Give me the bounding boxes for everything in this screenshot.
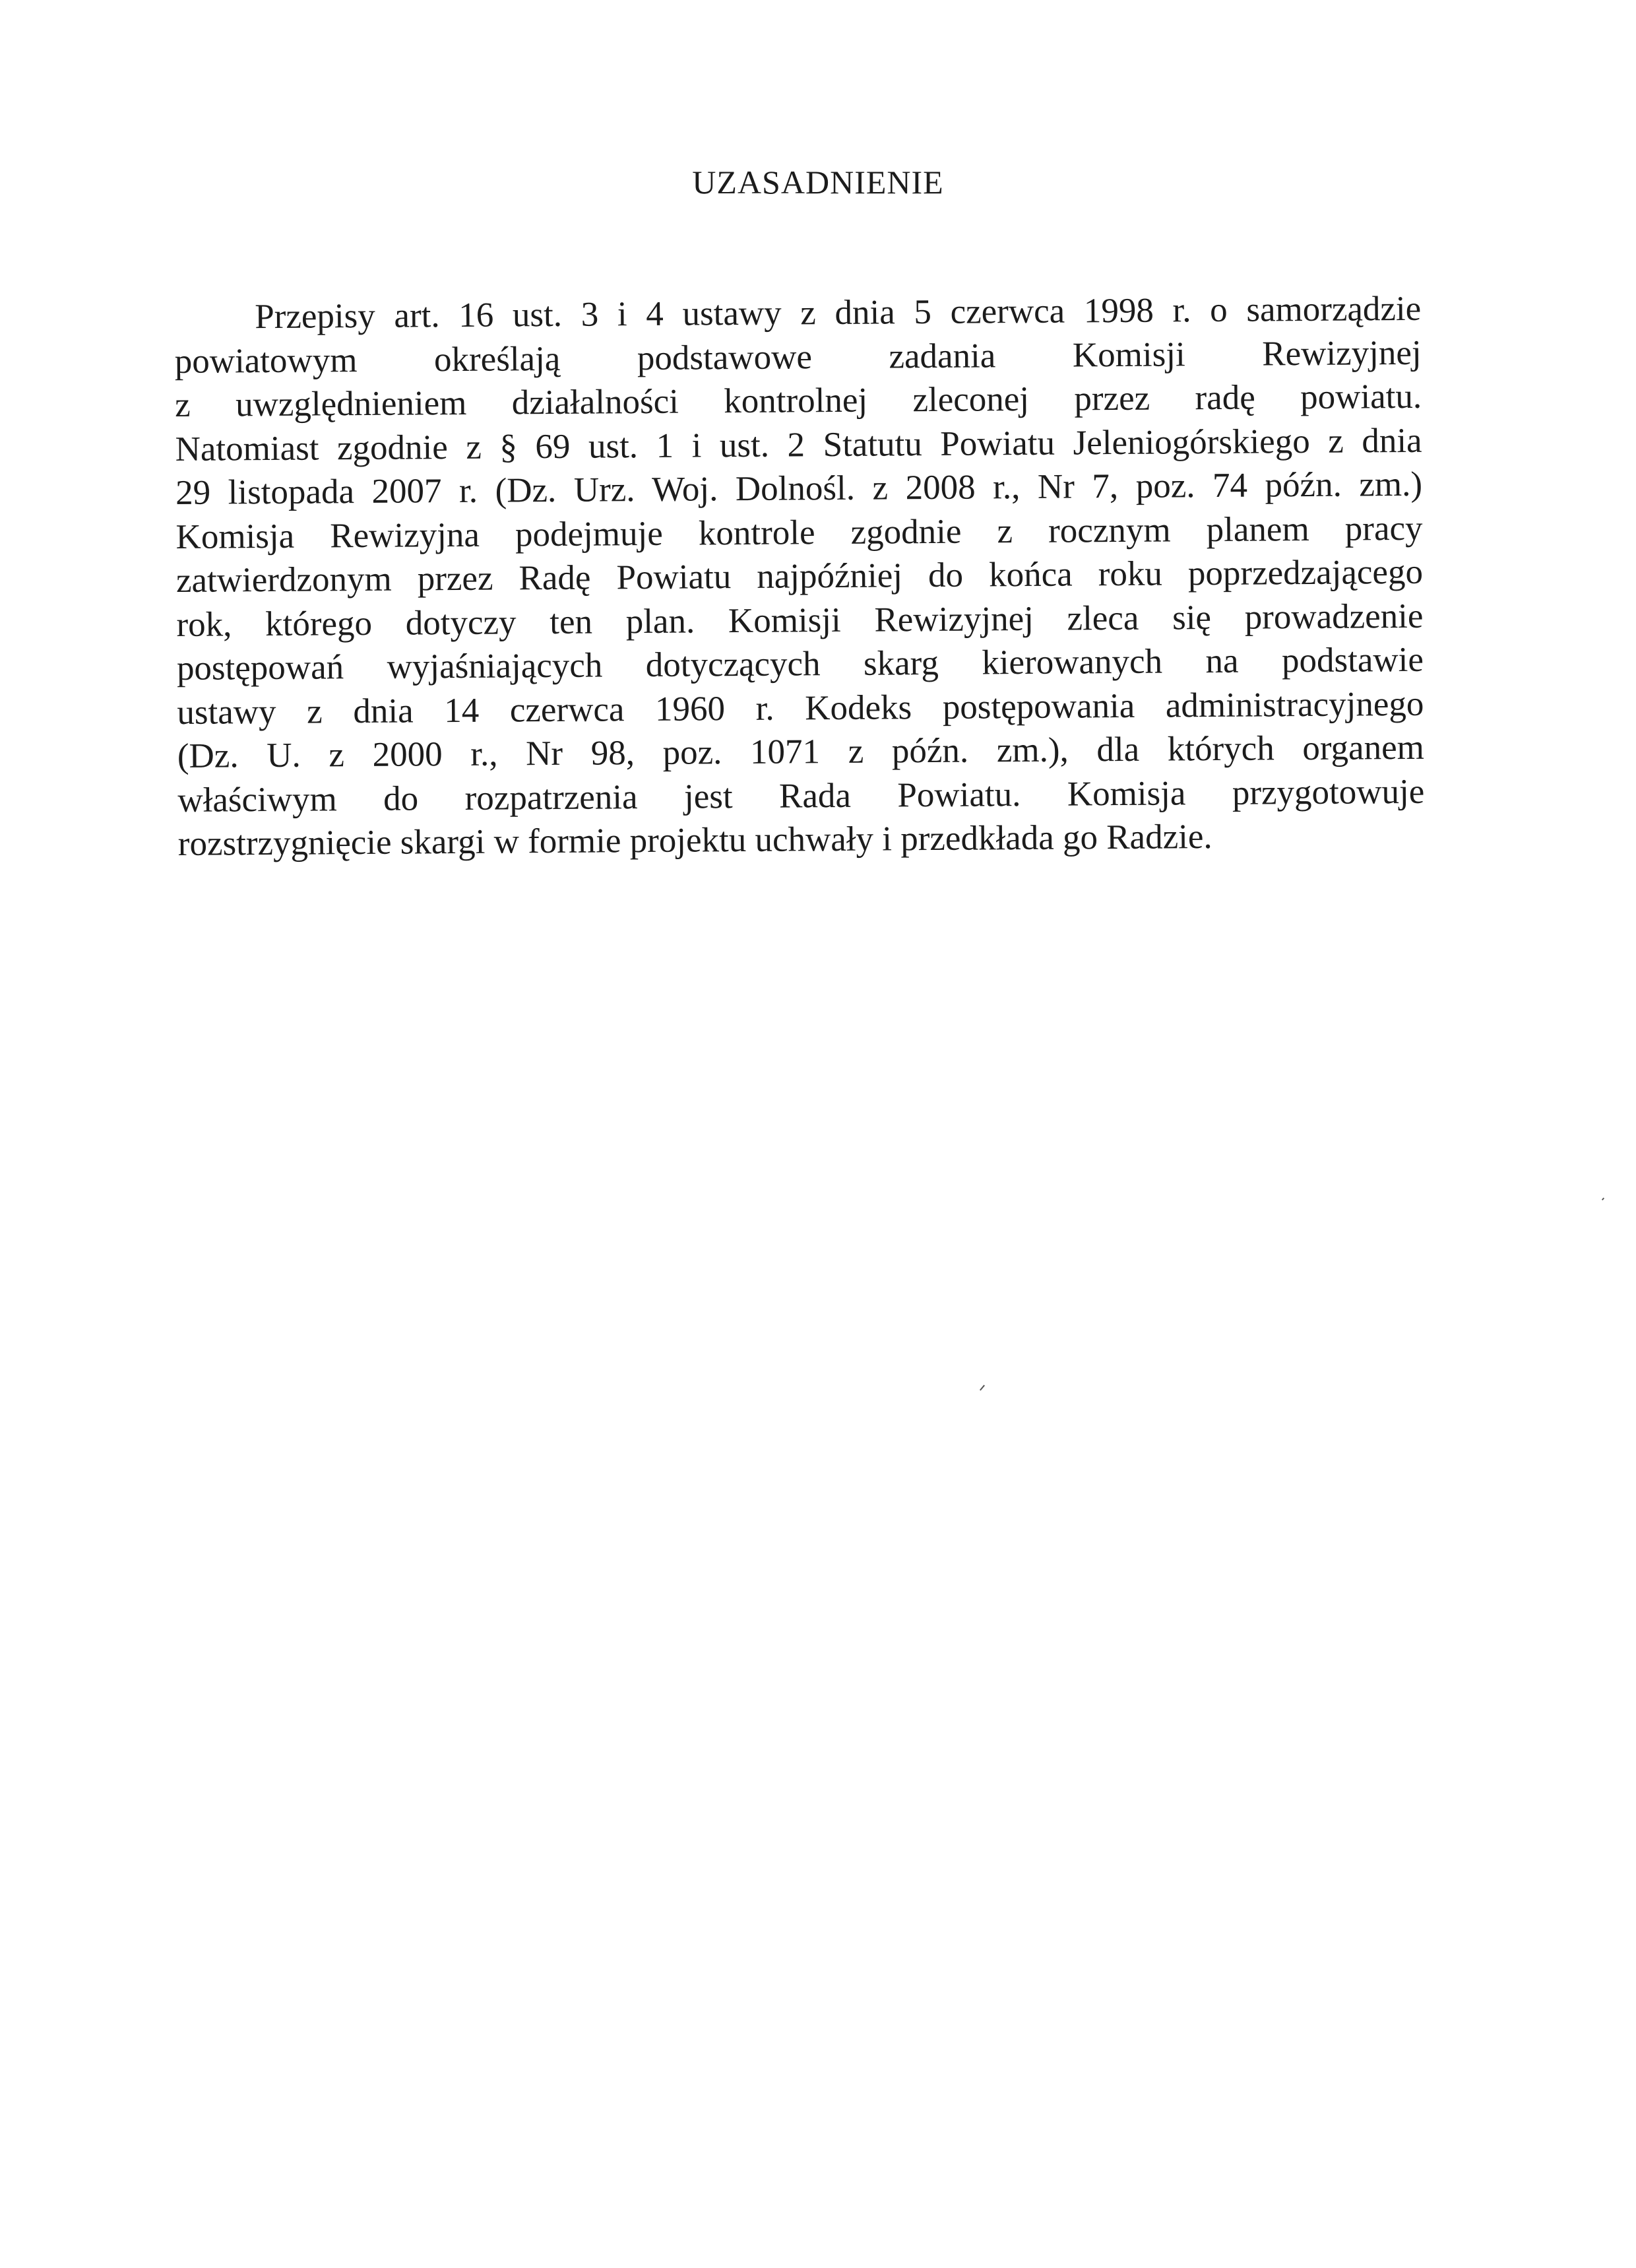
paragraph-line: zatwierdzonym przez Radę Powiatu najpóźniej do końca roku poprzedzającego <box>175 552 1424 600</box>
scan-speck <box>980 1385 985 1391</box>
paragraph-line: Komisja Rewizyjna podejmuje kontrole zgodnie z rocznym planem pracy <box>175 509 1423 556</box>
paragraph-line: 29 listopada 2007 r. (Dz. Urz. Woj. Dolnośl. z 2008 r., Nr 7, poz. 74 późn. zm.) <box>175 465 1423 512</box>
paragraph-line: z uwzględnieniem działalności kontrolnej zleconej przez radę powiatu. <box>174 377 1422 424</box>
paragraph-line: (Dz. U. z 2000 r., Nr 98, poz. 1071 z późn. zm.), dla których organem <box>177 728 1425 775</box>
paragraph-line: rok, którego dotyczy ten plan. Komisji Rewizyjnej zleca się prowadzenie <box>176 597 1424 644</box>
document-title: UZASADNIENIE <box>692 164 944 201</box>
paragraph-line: powiatowym określają podstawowe zadania Komisji Rewizyjnej <box>174 333 1422 381</box>
scan-speck <box>1602 1198 1604 1200</box>
paragraph-line: postępowań wyjaśniających dotyczących skarg kierowanych na podstawie <box>176 640 1424 688</box>
paragraph-line: właściwym do rozpatrzenia jest Rada Powiatu. Komisja przygotowuje <box>177 772 1425 820</box>
paragraph-line: Natomiast zgodnie z § 69 ust. 1 i ust. 2 Statutu Powiatu Jeleniogórskiego z dnia <box>175 421 1422 469</box>
paragraph-line: ustawy z dnia 14 czerwca 1960 r. Kodeks postępowania administracyjnego <box>177 684 1424 732</box>
paragraph-line: rozstrzygnięcie skargi w formie projektu uchwały i przedkłada go Radzie. <box>177 818 1212 863</box>
justification-paragraph <box>174 287 1425 866</box>
paragraph-line: Przepisy art. 16 ust. 3 i 4 ustawy z dnia 5 czerwca 1998 r. o samorządzie <box>255 289 1422 337</box>
